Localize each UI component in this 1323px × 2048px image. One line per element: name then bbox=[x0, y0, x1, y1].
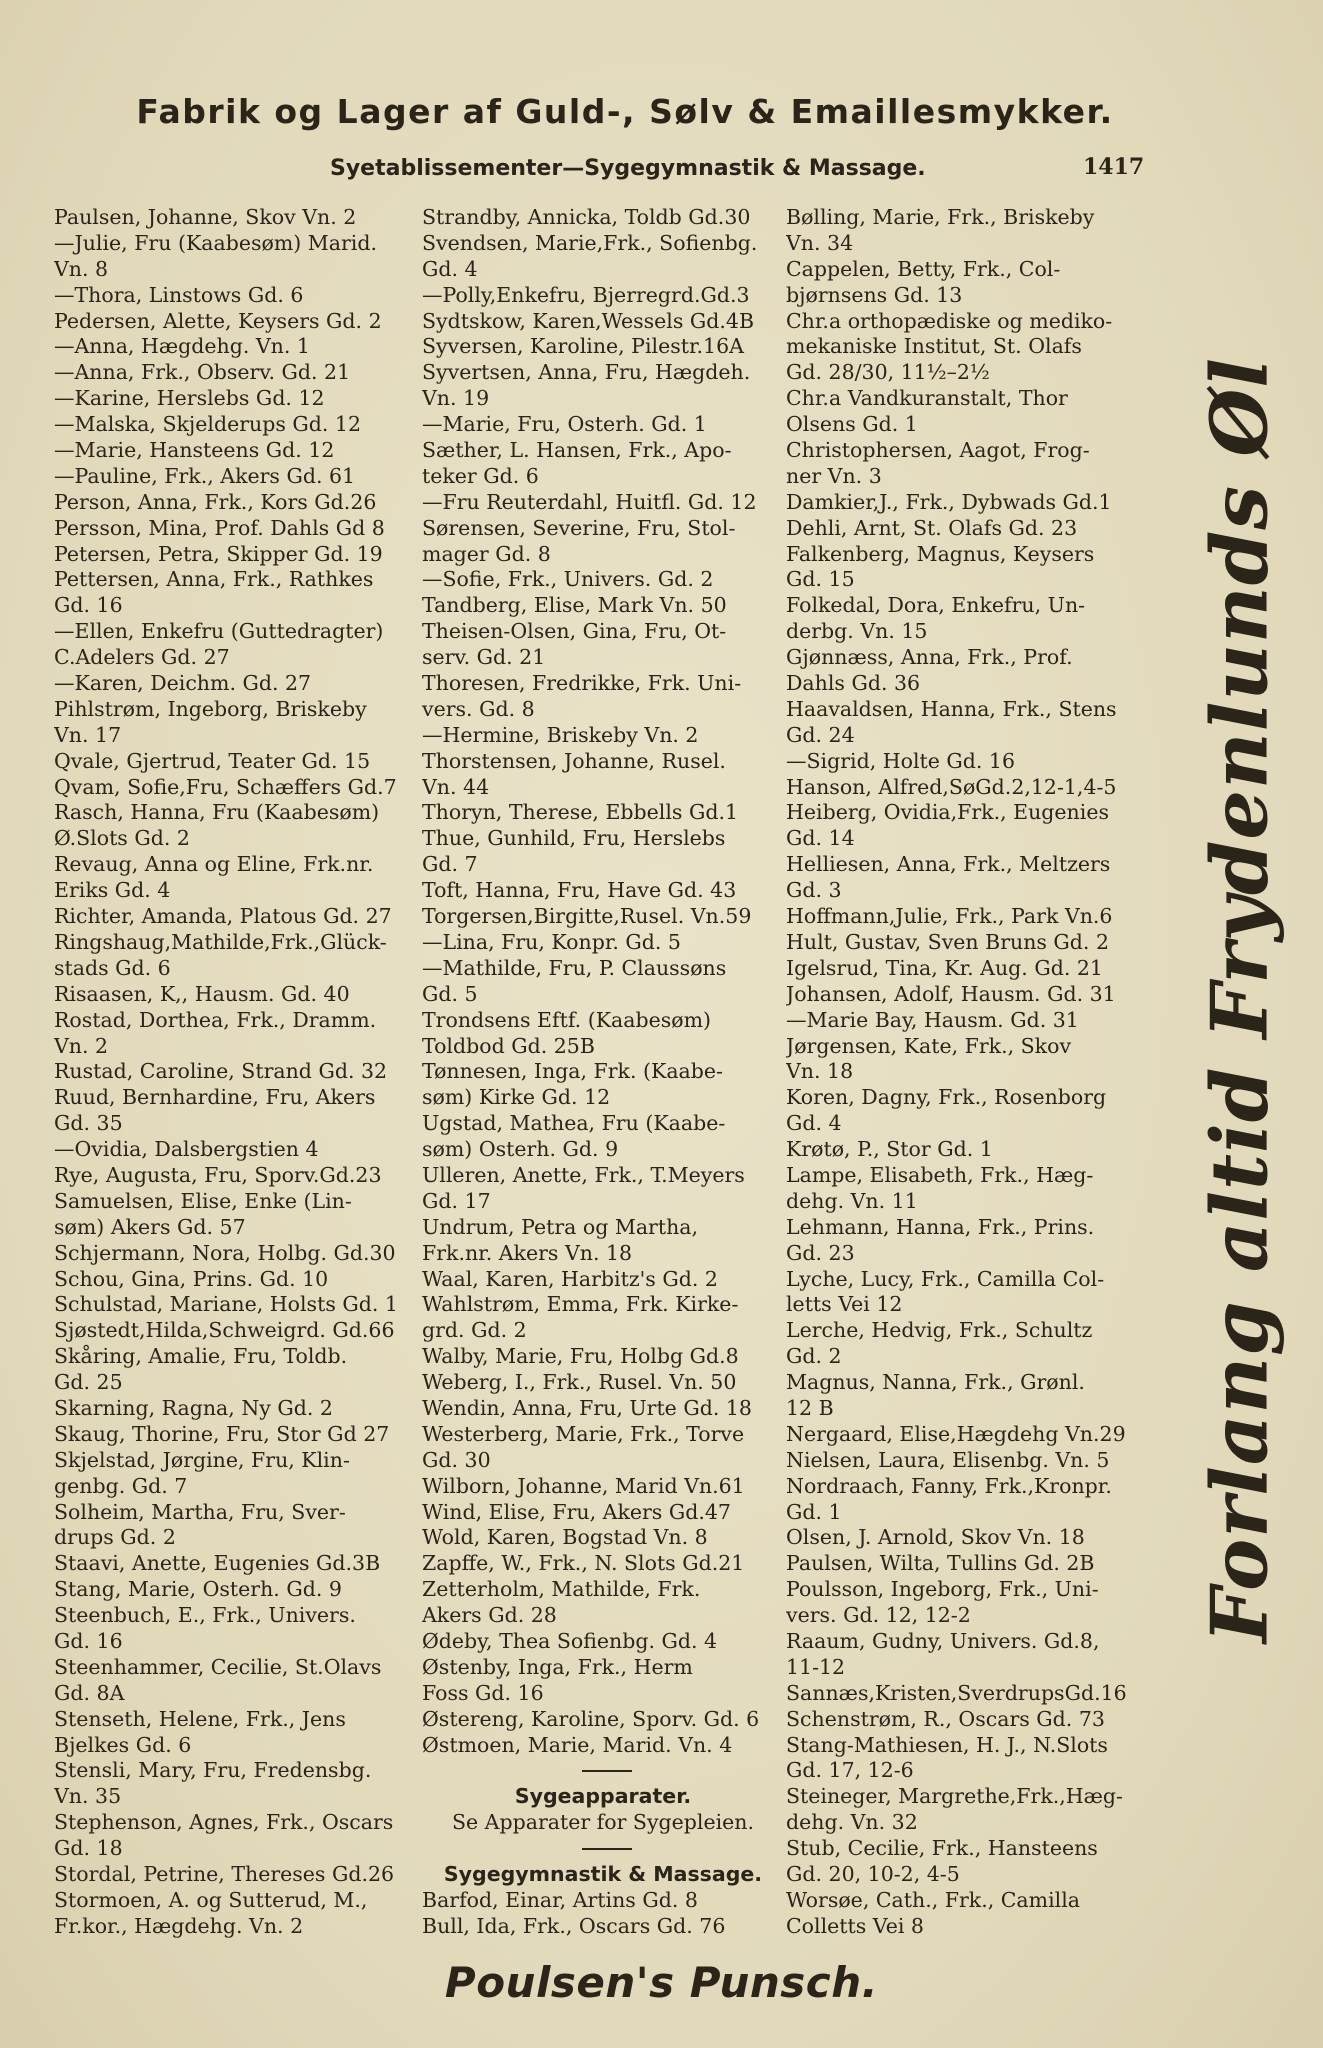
directory-entry: Rasch, Hanna, Fru (Kaabesøm) bbox=[54, 800, 380, 825]
directory-entry: Stensli, Mary, Fru, Fredensbg. bbox=[54, 1758, 372, 1783]
directory-entry: Worsøe, Cath., Frk., Camilla bbox=[786, 1887, 1080, 1912]
directory-entry: Risaasen, K,, Hausm. Gd. 40 bbox=[54, 981, 350, 1006]
directory-entry: Ugstad, Mathea, Fru (Kaabe- bbox=[422, 1111, 726, 1136]
directory-entry: vers. Gd. 12, 12-2 bbox=[786, 1603, 971, 1628]
page-number: 1417 bbox=[1083, 154, 1145, 180]
directory-entry: Vn. 44 bbox=[422, 774, 490, 799]
directory-entry: Hanson, Alfred,SøGd.2,12-1,4-5 bbox=[786, 774, 1117, 799]
directory-entry: Person, Anna, Frk., Kors Gd.26 bbox=[54, 489, 377, 514]
directory-entry: Ruud, Bernhardine, Fru, Akers bbox=[54, 1085, 376, 1110]
directory-entry: —Ovidia, Dalsbergstien 4 bbox=[54, 1137, 319, 1162]
directory-entry: Hult, Gustav, Sven Bruns Gd. 2 bbox=[786, 929, 1110, 954]
directory-entry: Chr.a Vandkuranstalt, Thor bbox=[786, 386, 1068, 411]
directory-entry: Vn. 18 bbox=[786, 1059, 854, 1084]
directory-entry: Stormoen, A. og Sutterud, M., bbox=[54, 1887, 368, 1912]
directory-entry: Haavaldsen, Hanna, Frk., Stens bbox=[786, 696, 1117, 721]
directory-entry: søm) Osterh. Gd. 9 bbox=[422, 1137, 619, 1162]
directory-entry: Gd. 16 bbox=[54, 593, 123, 618]
directory-entry: Thorstensen, Johanne, Rusel. bbox=[422, 748, 726, 773]
directory-entry: Schenstrøm, R., Oscars Gd. 73 bbox=[786, 1706, 1105, 1731]
directory-entry: Bølling, Marie, Frk., Briskeby bbox=[786, 205, 1095, 229]
directory-entry: Torgersen,Birgitte,Rusel. Vn.59 bbox=[422, 904, 752, 929]
directory-entry: Qvam, Sofie,Fru, Schæffers Gd.7 bbox=[54, 774, 397, 799]
directory-entry: Gd. 17, 12-6 bbox=[786, 1758, 914, 1783]
directory-entry: Hoffmann,Julie, Frk., Park Vn.6 bbox=[786, 904, 1113, 929]
directory-entry: dehg. Vn. 11 bbox=[786, 1188, 918, 1213]
directory-entry: Gd. 7 bbox=[422, 852, 478, 877]
directory-entry: Dehli, Arnt, St. Olafs Gd. 23 bbox=[786, 515, 1078, 540]
directory-entry: Gjønnæss, Anna, Frk., Prof. bbox=[786, 645, 1073, 670]
directory-entry: Gd. 4 bbox=[422, 256, 478, 281]
directory-entry: Colletts Vei 8 bbox=[786, 1913, 924, 1938]
directory-entry: Olsen, J. Arnold, Skov Vn. 18 bbox=[786, 1525, 1085, 1550]
directory-entry: Bjelkes Gd. 6 bbox=[54, 1732, 192, 1757]
directory-entry: Solheim, Martha, Fru, Sver- bbox=[54, 1499, 346, 1524]
directory-entry: Christophersen, Aagot, Frog- bbox=[786, 438, 1090, 463]
column-1 bbox=[54, 205, 420, 1940]
directory-entry: Stang, Marie, Osterh. Gd. 9 bbox=[54, 1577, 342, 1602]
directory-entry: mager Gd. 8 bbox=[422, 541, 551, 566]
directory-entry: Stephenson, Agnes, Frk., Oscars bbox=[54, 1810, 394, 1835]
divider bbox=[422, 1836, 784, 1862]
directory-entry: Petersen, Petra, Skipper Gd. 19 bbox=[54, 541, 383, 566]
directory-entry: Damkier,J., Frk., Dybwads Gd.1 bbox=[786, 489, 1112, 514]
directory-entry: Steenbuch, E., Frk., Univers. bbox=[54, 1603, 356, 1628]
directory-entry: Gd. 18 bbox=[54, 1836, 123, 1861]
directory-entry: Gd. 4 bbox=[786, 1111, 842, 1136]
directory-entry: Steineger, Margrethe,Frk.,Hæg- bbox=[786, 1784, 1123, 1809]
directory-entry: Sydtskow, Karen,Wessels Gd.4B bbox=[422, 308, 755, 333]
directory-entry: Syversen, Karoline, Pilestr.16A bbox=[422, 334, 744, 359]
directory-entry: Østmoen, Marie, Marid. Vn. 4 bbox=[422, 1732, 733, 1757]
directory-entry: ner Vn. 3 bbox=[786, 463, 882, 488]
directory-entry: Stub, Cecilie, Frk., Hansteens bbox=[786, 1836, 1098, 1861]
directory-entry: serv. Gd. 21 bbox=[422, 645, 546, 670]
directory-entry: Ø.Slots Gd. 2 bbox=[54, 826, 190, 851]
directory-entry: Zetterholm, Mathilde, Frk. bbox=[422, 1577, 701, 1602]
massage-heading: Sygegymnastik & Massage. bbox=[443, 1862, 763, 1886]
directory-entry: grd. Gd. 2 bbox=[422, 1318, 527, 1343]
directory-entry: —Thora, Linstows Gd. 6 bbox=[54, 282, 304, 307]
directory-entry: Koren, Dagny, Frk., Rosenborg bbox=[786, 1085, 1107, 1110]
vertical-advertisement: Forlang altid Frydenlunds Øl bbox=[1194, 357, 1286, 1643]
directory-entry: Staavi, Anette, Eugenies Gd.3B bbox=[54, 1551, 381, 1576]
directory-entry: —Pauline, Frk., Akers Gd. 61 bbox=[54, 463, 356, 488]
directory-entry: Schulstad, Mariane, Holsts Gd. 1 bbox=[54, 1292, 398, 1317]
directory-entry: Folkedal, Dora, Enkefru, Un- bbox=[786, 593, 1086, 618]
directory-entry: Toldbod Gd. 25B bbox=[422, 1033, 595, 1058]
directory-entry: Thue, Gunhild, Fru, Herslebs bbox=[422, 826, 726, 851]
directory-entry: Syvertsen, Anna, Fru, Hægdeh. bbox=[422, 360, 751, 385]
directory-entry: Eriks Gd. 4 bbox=[54, 878, 171, 903]
column-3 bbox=[786, 205, 1148, 1940]
directory-entry: Gd. 1 bbox=[786, 1499, 842, 1524]
directory-entry: Gd. 17 bbox=[422, 1188, 491, 1213]
directory-entry: Gd. 16 bbox=[54, 1628, 123, 1653]
directory-entry: Theisen-Olsen, Gina, Fru, Ot- bbox=[422, 619, 727, 644]
directory-entry: Gd. 24 bbox=[786, 722, 855, 747]
directory-entry: Chr.a orthopædiske og mediko- bbox=[786, 308, 1113, 333]
directory-entry: Tandberg, Elise, Mark Vn. 50 bbox=[422, 593, 727, 618]
directory-entry: Strandby, Annicka, Toldb Gd.30 bbox=[422, 205, 751, 229]
directory-entry: stads Gd. 6 bbox=[54, 955, 171, 980]
directory-entry: —Marie, Hansteens Gd. 12 bbox=[54, 438, 335, 463]
directory-entry: Sæther, L. Hansen, Frk., Apo- bbox=[422, 438, 732, 463]
directory-entry: Magnus, Nanna, Frk., Grønl. bbox=[786, 1370, 1085, 1395]
directory-entry: Barfod, Einar, Artins Gd. 8 bbox=[422, 1887, 698, 1912]
directory-entry: Ødeby, Thea Sofienbg. Gd. 4 bbox=[422, 1628, 718, 1653]
directory-entry: Poulsson, Ingeborg, Frk., Uni- bbox=[786, 1577, 1099, 1602]
directory-entry: Gd. 5 bbox=[422, 981, 478, 1006]
directory-entry: Thoryn, Therese, Ebbells Gd.1 bbox=[422, 800, 739, 825]
directory-entry: Olsens Gd. 1 bbox=[786, 412, 918, 437]
directory-entry: Svendsen, Marie,Frk., Sofienbg. bbox=[422, 230, 758, 255]
directory-entry: —Sofie, Frk., Univers. Gd. 2 bbox=[422, 567, 714, 592]
directory-entry: Gd. 2 bbox=[786, 1344, 842, 1369]
directory-entry: —Malska, Skjelderups Gd. 12 bbox=[54, 412, 362, 437]
directory-entry: Østereng, Karoline, Sporv. Gd. 6 bbox=[422, 1706, 760, 1731]
directory-entry: dehg. Vn. 32 bbox=[786, 1810, 918, 1835]
directory-entry: C.Adelers Gd. 27 bbox=[54, 645, 230, 670]
directory-entry: Gd. 20, 10-2, 4-5 bbox=[786, 1862, 960, 1886]
directory-entry: Persson, Mina, Prof. Dahls Gd 8 bbox=[54, 515, 385, 540]
directory-entry: Trondsens Eftf. (Kaabesøm) bbox=[422, 1007, 712, 1032]
directory-entry: —Karen, Deichm. Gd. 27 bbox=[54, 671, 312, 696]
directory-entry: Sannæs,Kristen,SverdrupsGd.16 bbox=[786, 1680, 1127, 1705]
directory-entry: Weberg, I., Frk., Rusel. Vn. 50 bbox=[422, 1370, 737, 1395]
directory-entry: søm) Kirke Gd. 12 bbox=[422, 1085, 611, 1110]
directory-entry: Lyche, Lucy, Frk., Camilla Col- bbox=[786, 1266, 1105, 1291]
directory-entry: Pettersen, Anna, Frk., Rathkes bbox=[54, 567, 374, 592]
directory-entry: Wilborn, Johanne, Marid Vn.61 bbox=[422, 1473, 745, 1498]
directory-entry: Rostad, Dorthea, Frk., Dramm. bbox=[54, 1007, 377, 1032]
directory-entry: Bull, Ida, Frk., Oscars Gd. 76 bbox=[422, 1913, 726, 1938]
directory-entry: Frk.nr. Akers Vn. 18 bbox=[422, 1240, 633, 1265]
directory-entry: Pedersen, Alette, Keysers Gd. 2 bbox=[54, 308, 382, 333]
directory-entry: Ringshaug,Mathilde,Frk.,Glück- bbox=[54, 929, 387, 954]
directory-entry: Nergaard, Elise,Hægdehg Vn.29 bbox=[786, 1421, 1126, 1446]
directory-entry: Vn. 34 bbox=[786, 230, 854, 255]
directory-entry: —Karine, Herslebs Gd. 12 bbox=[54, 386, 325, 411]
directory-entry: —Mathilde, Fru, P. Claussøns bbox=[422, 955, 727, 980]
directory-entry: Rustad, Caroline, Strand Gd. 32 bbox=[54, 1059, 388, 1084]
directory-entry: Vn. 35 bbox=[54, 1784, 122, 1809]
directory-entry: Krøtø, P., Stor Gd. 1 bbox=[786, 1137, 993, 1162]
directory-entry: letts Vei 12 bbox=[786, 1292, 903, 1317]
directory-entry: Pihlstrøm, Ingeborg, Briskeby bbox=[54, 696, 367, 721]
directory-entry: Schou, Gina, Prins. Gd. 10 bbox=[54, 1266, 329, 1291]
directory-entry: Skjelstad, Jørgine, Fru, Klin- bbox=[54, 1447, 350, 1472]
directory-entry: —Fru Reuterdahl, Huitfl. Gd. 12 bbox=[422, 489, 757, 514]
directory-entry: Vn. 8 bbox=[54, 256, 109, 281]
directory-entry: bjørnsens Gd. 13 bbox=[786, 282, 963, 307]
directory-entry: —Polly,Enkefru, Bjerregrd.Gd.3 bbox=[422, 282, 750, 307]
directory-entry: Stordal, Petrine, Thereses Gd.26 bbox=[54, 1862, 395, 1886]
directory-entry: Gd. 30 bbox=[422, 1447, 491, 1472]
directory-entry: Akers Gd. 28 bbox=[422, 1603, 557, 1628]
directory-entry: Sørensen, Severine, Fru, Stol- bbox=[422, 515, 736, 540]
directory-entry: Lehmann, Hanna, Frk., Prins. bbox=[786, 1214, 1095, 1239]
directory-entry: Paulsen, Johanne, Skov Vn. 2 bbox=[54, 205, 357, 229]
directory-entry: Gd. 8A bbox=[54, 1680, 125, 1705]
directory-entry: Revaug, Anna og Eline, Frk.nr. bbox=[54, 852, 374, 877]
directory-entry: Fr.kor., Hægdehg. Vn. 2 bbox=[54, 1913, 304, 1938]
directory-entry: Rye, Augusta, Fru, Sporv.Gd.23 bbox=[54, 1162, 382, 1187]
directory-entry: Skarning, Ragna, Ny Gd. 2 bbox=[54, 1395, 333, 1420]
directory-entry: Gd. 25 bbox=[54, 1370, 123, 1395]
directory-entry: Gd. 23 bbox=[786, 1240, 855, 1265]
directory-entry: Toft, Hanna, Fru, Have Gd. 43 bbox=[422, 878, 737, 903]
directory-entry: Gd. 35 bbox=[54, 1111, 123, 1136]
directory-entry: Nordraach, Fanny, Frk.,Kronpr. bbox=[786, 1473, 1112, 1498]
directory-entry: Østenby, Inga, Frk., Herm bbox=[422, 1654, 693, 1679]
divider bbox=[422, 1758, 784, 1784]
directory-entry: Vn. 19 bbox=[422, 386, 490, 411]
directory-entry: —Lina, Fru, Konpr. Gd. 5 bbox=[422, 929, 681, 954]
directory-entry: —Marie, Fru, Osterh. Gd. 1 bbox=[422, 412, 707, 437]
directory-entry: Walby, Marie, Fru, Holbg Gd.8 bbox=[422, 1344, 739, 1369]
footer-advertisement: Poulsen's Punsch. bbox=[444, 1958, 879, 2007]
directory-entry: Vn. 2 bbox=[54, 1033, 109, 1058]
directory-entry: Ulleren, Anette, Frk., T.Meyers bbox=[422, 1162, 745, 1187]
directory-entry: Foss Gd. 16 bbox=[422, 1680, 544, 1705]
directory-entry: Wold, Karen, Bogstad Vn. 8 bbox=[422, 1525, 708, 1550]
directory-entry: Stenseth, Helene, Frk., Jens bbox=[54, 1706, 346, 1731]
directory-entry: Richter, Amanda, Platous Gd. 27 bbox=[54, 904, 392, 929]
directory-entry: derbg. Vn. 15 bbox=[786, 619, 928, 644]
directory-entry: Raaum, Gudny, Univers. Gd.8, bbox=[786, 1628, 1100, 1653]
directory-entry: Wahlstrøm, Emma, Frk. Kirke- bbox=[422, 1292, 739, 1317]
directory-entry: søm) Akers Gd. 57 bbox=[54, 1214, 246, 1239]
banner-ad: Fabrik og Lager af Guld-, Sølv & Emaillesmykker. bbox=[136, 92, 1114, 131]
directory-entry: —Marie Bay, Hausm. Gd. 31 bbox=[786, 1007, 1079, 1032]
directory-entry: Tønnesen, Inga, Frk. (Kaabe- bbox=[422, 1059, 723, 1084]
directory-entry: mekaniske Institut, St. Olafs bbox=[786, 334, 1082, 359]
directory-entry: Wendin, Anna, Fru, Urte Gd. 18 bbox=[422, 1395, 752, 1420]
directory-entry: 12 B bbox=[786, 1395, 834, 1420]
directory-entry: Wind, Elise, Fru, Akers Gd.47 bbox=[422, 1499, 731, 1524]
directory-entry: Igelsrud, Tina, Kr. Aug. Gd. 21 bbox=[786, 955, 1103, 980]
section-header: Syetablissementer—Sygegymnastik & Massage. bbox=[330, 156, 926, 181]
directory-entry: Undrum, Petra og Martha, bbox=[422, 1214, 699, 1239]
directory-entry: Lerche, Hedvig, Frk., Schultz bbox=[786, 1318, 1093, 1343]
directory-entry: Schjermann, Nora, Holbg. Gd.30 bbox=[54, 1240, 396, 1265]
directory-entry: Westerberg, Marie, Frk., Torve bbox=[422, 1421, 745, 1446]
directory-entry: —Hermine, Briskeby Vn. 2 bbox=[422, 722, 699, 747]
sygeapparater-reference: Se Apparater for Sygepleien. bbox=[451, 1810, 754, 1835]
directory-entry: Paulsen, Wilta, Tullins Gd. 2B bbox=[786, 1551, 1095, 1576]
directory-entry: Gd. 28/30, 11½–2½ bbox=[786, 360, 990, 385]
directory-entry: teker Gd. 6 bbox=[422, 463, 539, 488]
directory-entry: Gd. 3 bbox=[786, 878, 842, 903]
directory-entry: Nielsen, Laura, Elisenbg. Vn. 5 bbox=[786, 1447, 1110, 1472]
directory-entry: —Julie, Fru (Kaabesøm) Marid. bbox=[54, 230, 377, 255]
directory-entry: genbg. Gd. 7 bbox=[54, 1473, 188, 1498]
directory-entry: Gd. 14 bbox=[786, 826, 855, 851]
directory-entry: vers. Gd. 8 bbox=[422, 696, 535, 721]
directory-entry: Qvale, Gjertrud, Teater Gd. 15 bbox=[54, 748, 371, 773]
directory-entry: Gd. 15 bbox=[786, 567, 855, 592]
directory-entry: 11-12 bbox=[786, 1654, 846, 1679]
directory-entry: Thoresen, Fredrikke, Frk. Uni- bbox=[422, 671, 742, 696]
directory-entry: Lampe, Elisabeth, Frk., Hæg- bbox=[786, 1162, 1094, 1187]
directory-entry: Sjøstedt,Hilda,Schweigrd. Gd.66 bbox=[54, 1318, 395, 1343]
directory-entry: Steenhammer, Cecilie, St.Olavs bbox=[54, 1654, 382, 1679]
directory-entry: Falkenberg, Magnus, Keysers bbox=[786, 541, 1095, 566]
sygeapparater-heading: Sygeapparater. bbox=[514, 1784, 692, 1809]
directory-entry: Johansen, Adolf, Hausm. Gd. 31 bbox=[786, 981, 1116, 1006]
directory-entry: —Sigrid, Holte Gd. 16 bbox=[786, 748, 1016, 773]
directory-entry: drups Gd. 2 bbox=[54, 1525, 176, 1550]
directory-entry: Samuelsen, Elise, Enke (Lin- bbox=[54, 1188, 352, 1213]
directory-entry: Heiberg, Ovidia,Frk., Eugenies bbox=[786, 800, 1109, 825]
directory-entry: Cappelen, Betty, Frk., Col- bbox=[786, 256, 1061, 281]
directory-entry: —Anna, Frk., Observ. Gd. 21 bbox=[54, 360, 351, 385]
directory-entry: Helliesen, Anna, Frk., Meltzers bbox=[786, 852, 1111, 877]
directory-entry: Vn. 17 bbox=[54, 722, 122, 747]
directory-entry: Stang-Mathiesen, H. J., N.Slots bbox=[786, 1732, 1108, 1757]
directory-entry: Skaug, Thorine, Fru, Stor Gd 27 bbox=[54, 1421, 390, 1446]
directory-entry: Jørgensen, Kate, Frk., Skov bbox=[786, 1033, 1072, 1058]
directory-entry: Zapffe, W., Frk., N. Slots Gd.21 bbox=[422, 1551, 745, 1576]
directory-entry: Dahls Gd. 36 bbox=[786, 671, 921, 696]
column-2 bbox=[422, 205, 784, 1940]
directory-entry: —Anna, Hægdehg. Vn. 1 bbox=[54, 334, 310, 359]
directory-entry: —Ellen, Enkefru (Guttedragter) bbox=[54, 619, 384, 644]
directory-entry: Waal, Karen, Harbitz's Gd. 2 bbox=[422, 1266, 718, 1291]
directory-entry: Skåring, Amalie, Fru, Toldb. bbox=[54, 1344, 348, 1369]
